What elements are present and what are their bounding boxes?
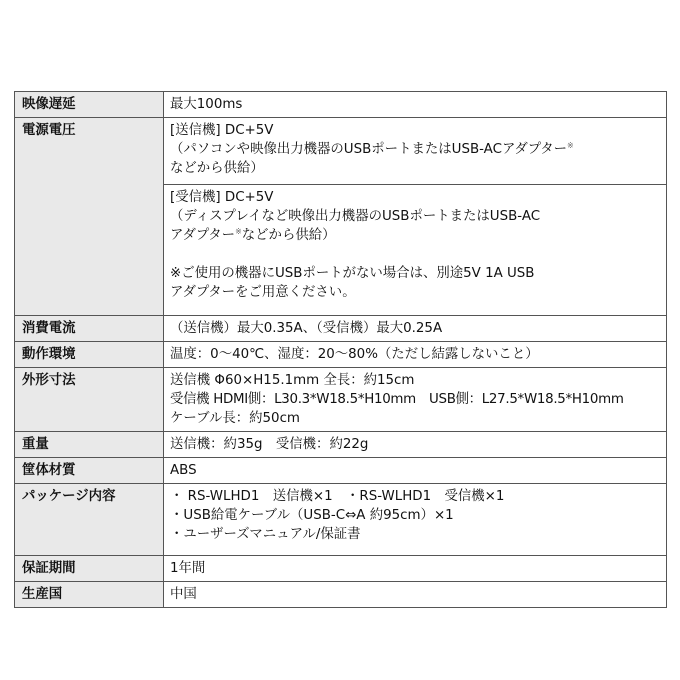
- row-key-material: 筐体材質: [15, 458, 164, 484]
- row-value-receiver-power: [受信機] DC+5V （ディスプレイなど映像出力機器のUSBポートまたはUSB-AC アダプター※などから供給） ※ご使用の機器にUSBポートがない場合は、別途5V 1A USB アダプターをご用意ください。: [164, 185, 667, 316]
- row-key-video-latency: 映像遅延: [15, 92, 164, 118]
- row-value-weight: 送信機：約35g 受信機：約22g: [164, 432, 667, 458]
- row-value-material: ABS: [164, 458, 667, 484]
- row-key-dimensions: 外形寸法: [15, 368, 164, 432]
- table-row: [15, 458, 667, 484]
- row-key-warranty: 保証期間: [15, 556, 164, 582]
- row-value-environment: 温度：0～40℃、湿度：20～80%（ただし結露しないこと）: [164, 342, 667, 368]
- table-row: [15, 484, 667, 556]
- table-row: [15, 432, 667, 458]
- table-row: [15, 118, 667, 185]
- table-row: [15, 342, 667, 368]
- table-row: [15, 92, 667, 118]
- row-value-package: ・ RS-WLHD1 送信機×1 ・RS-WLHD1 受信機×1 ・USB給電ケーブル（USB-C⇔A 約95cm）×1 ・ユーザーズマニュアル/保証書: [164, 484, 667, 556]
- row-value-dimensions: 送信機 Φ60×H15.1mm 全長：約15cm 受信機 HDMI側：L30.3*W18.5*H10mm USB側：L27.5*W18.5*H10mm ケーブル長：約50cm: [164, 368, 667, 432]
- table-row: [15, 556, 667, 582]
- row-key-weight: 重量: [15, 432, 164, 458]
- row-key-environment: 動作環境: [15, 342, 164, 368]
- table-row: [15, 316, 667, 342]
- row-key-package: パッケージ内容: [15, 484, 164, 556]
- row-value-warranty: 1年間: [164, 556, 667, 582]
- row-key-power-voltage: 電源電圧: [15, 118, 164, 316]
- row-key-origin: 生産国: [15, 582, 164, 608]
- row-value-origin: 中国: [164, 582, 667, 608]
- spec-table: [14, 91, 667, 608]
- table-row: [15, 368, 667, 432]
- row-key-current: 消費電流: [15, 316, 164, 342]
- row-value-video-latency: 最大100ms: [164, 92, 667, 118]
- table-row: [15, 582, 667, 608]
- row-value-current: （送信機）最大0.35A、（受信機）最大0.25A: [164, 316, 667, 342]
- row-value-transmitter-power: [送信機] DC+5V （パソコンや映像出力機器のUSBポートまたはUSB-ACアダプター※ などから供給）: [164, 118, 667, 185]
